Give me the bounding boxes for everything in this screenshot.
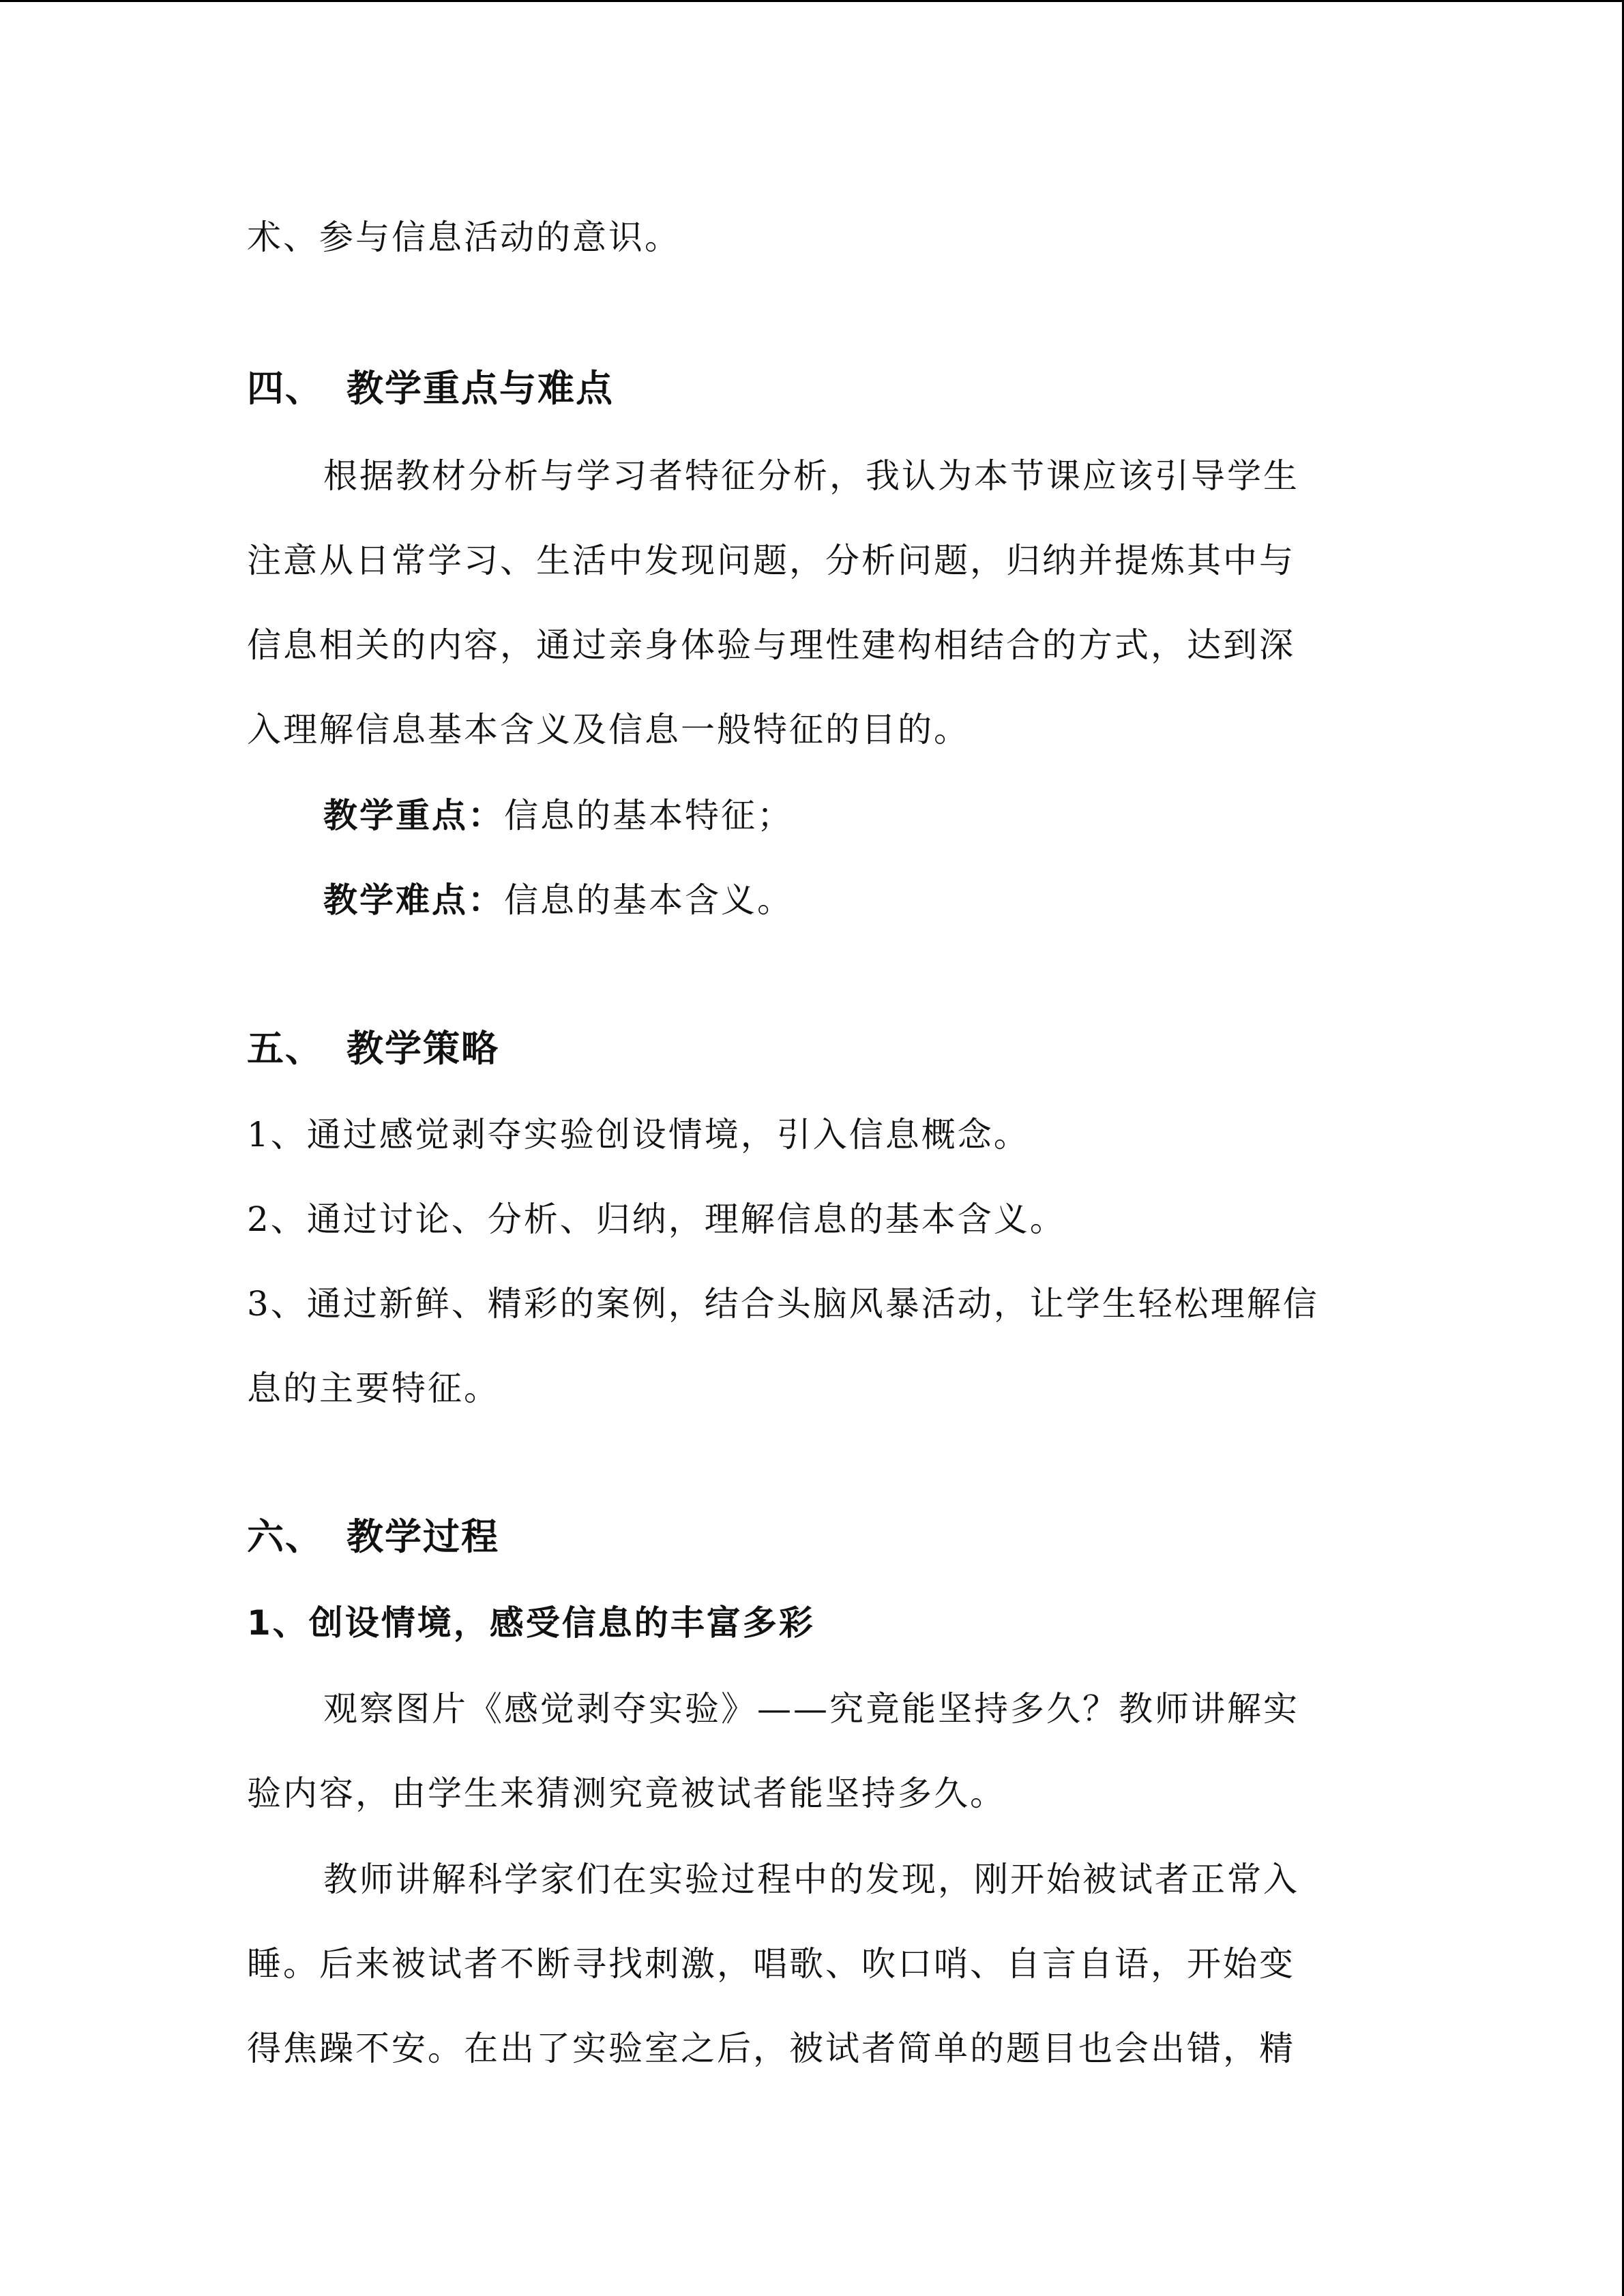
- paragraph-line: 观察图片《感觉剥夺实验》——究竟能坚持多久？教师讲解实: [323, 1689, 1299, 1729]
- key-point-text: 信息的基本特征；: [504, 796, 793, 835]
- paragraph-line: 根据教材分析与学习者特征分析，我认为本节课应该引导学生: [323, 456, 1299, 496]
- teaching-difficulty: [323, 880, 793, 921]
- section-title: 教学策略: [346, 1027, 499, 1070]
- section-heading-4: [247, 368, 614, 409]
- paragraph-line: 教师讲解科学家们在实验过程中的发现，刚开始被试者正常入: [323, 1860, 1299, 1899]
- list-item-continuation: 息的主要特征。: [247, 1369, 500, 1408]
- section-title: 教学重点与难点: [346, 367, 614, 410]
- subsection-heading: 1、创设情境，感受信息的丰富多彩: [247, 1603, 815, 1643]
- paragraph-line: 注意从日常学习、生活中发现问题，分析问题，归纳并提炼其中与: [247, 541, 1295, 580]
- list-item: 2、通过讨论、分析、归纳，理解信息的基本含义。: [247, 1199, 1066, 1239]
- list-item: 1、通过感觉剥夺实验创设情境，引入信息概念。: [247, 1115, 1030, 1154]
- section-number: 五、: [247, 1027, 323, 1070]
- intro-tail-line: 术、参与信息活动的意识。: [247, 218, 681, 257]
- paragraph-line: 睡。后来被试者不断寻找刺激，唱歌、吹口哨、自言自语，开始变: [247, 1944, 1295, 1984]
- paragraph-line: 得焦躁不安。在出了实验室之后，被试者简单的题目也会出错，精: [247, 2029, 1295, 2068]
- paragraph-line: 验内容，由学生来猜测究竟被试者能坚持多久。: [247, 1774, 1006, 1813]
- section-heading-5: [247, 1028, 499, 1069]
- paragraph-line: 入理解信息基本含义及信息一般特征的目的。: [247, 710, 970, 749]
- difficulty-text: 信息的基本含义。: [504, 880, 793, 920]
- list-item: 3、通过新鲜、精彩的案例，结合头脑风暴活动，让学生轻松理解信: [247, 1284, 1319, 1324]
- section-number: 四、: [247, 367, 323, 410]
- teaching-key-point: [323, 795, 793, 836]
- difficulty-label: 教学难点：: [323, 880, 504, 920]
- key-point-label: 教学重点：: [323, 796, 504, 835]
- section-heading-6: [247, 1517, 499, 1557]
- section-title: 教学过程: [346, 1515, 499, 1558]
- section-number: 六、: [247, 1515, 323, 1558]
- paragraph-line: 信息相关的内容，通过亲身体验与理性建构相结合的方式，达到深: [247, 625, 1295, 665]
- page-top-edge: [0, 0, 1624, 2]
